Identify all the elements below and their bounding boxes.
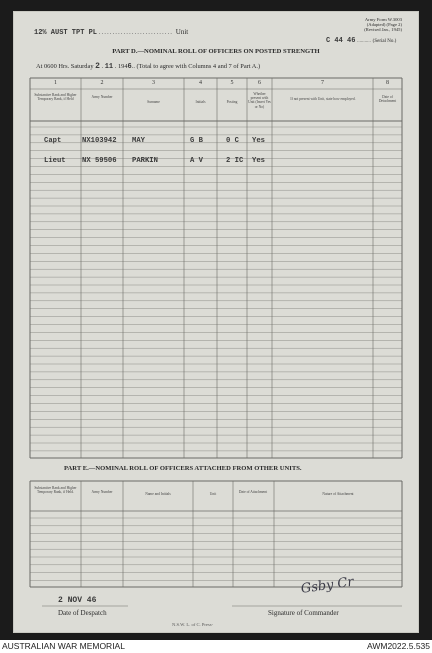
row-rank: Lieut bbox=[44, 157, 66, 165]
row-rank: Capt bbox=[44, 137, 62, 145]
footer-accession-number: AWM2022.5.535 bbox=[367, 641, 430, 651]
part-e-header-army-number: Army Number bbox=[91, 490, 113, 494]
part-e-header-unit: Unit bbox=[209, 492, 217, 496]
header-surname: Surname bbox=[147, 100, 160, 104]
row-posting: 2 IC bbox=[226, 157, 244, 165]
header-posting: Posting bbox=[226, 100, 238, 104]
total-note: (Total to agree with Columns 4 and 7 of Part A.) bbox=[136, 63, 261, 70]
row-present: Yes bbox=[252, 157, 265, 165]
serial-number: C 44 46 bbox=[326, 37, 356, 45]
date-day: 2 bbox=[95, 62, 100, 71]
header-detachment-date: Date of Detachment bbox=[378, 95, 397, 104]
form-line-3: (Revised Jan., 1945) bbox=[364, 27, 402, 33]
part-e-header-name: Name and Initials bbox=[145, 492, 171, 496]
column-number-6: 6 bbox=[258, 80, 261, 86]
column-number-3: 3 bbox=[152, 80, 155, 86]
despatch-date: 2 NOV 46 bbox=[58, 596, 97, 605]
serial-suffix-label: (Serial No.) bbox=[372, 39, 397, 44]
despatch-label: Date of Despatch bbox=[58, 609, 107, 617]
form-line-1: Army Form W.3003 bbox=[364, 17, 402, 22]
unit-suffix-label: Unit bbox=[175, 28, 189, 36]
row-army-number: NX 59506 bbox=[82, 157, 117, 165]
header-present: Whether present with Unit (Insert Yes or No) bbox=[248, 92, 271, 109]
column-number-5: 5 bbox=[230, 80, 234, 86]
row-army-number: NX103942 bbox=[82, 137, 117, 145]
time-prefix: At 0600 Hrs. Saturday bbox=[36, 63, 94, 70]
form-reference bbox=[340, 17, 402, 33]
serial-line: C 44 46 ........... (Serial No.) bbox=[326, 37, 397, 45]
posted-strength-date-line: At 0600 Hrs. Saturday 2 . 11 . 1946.. (Total to agree with Columns 4 and 7 of Part A.) bbox=[36, 62, 261, 71]
header-initials: Initials bbox=[195, 100, 206, 104]
part-e-title: PART E.—NOMINAL ROLL OF OFFICERS ATTACHED FROM OTHER UNITS. bbox=[64, 465, 302, 472]
form-line-2: (Adapted) (Page 2) bbox=[366, 22, 402, 28]
date-month: 11 bbox=[104, 63, 114, 71]
date-year-digit: 6 bbox=[127, 63, 132, 71]
unit-name: 12% AUST TPT PL bbox=[34, 29, 98, 37]
column-number-1: 1 bbox=[54, 80, 57, 86]
part-e-header-rank: Substantive Rank and Higher Temporary Rank, if Held. bbox=[34, 486, 77, 495]
column-number-4: 4 bbox=[199, 80, 202, 86]
row-surname: MAY bbox=[132, 137, 145, 145]
row-surname: PARKIN bbox=[132, 157, 158, 165]
date-year-prefix: 194 bbox=[117, 63, 128, 70]
column-number-2: 2 bbox=[100, 80, 104, 86]
signature-label: Signature of Commander bbox=[268, 609, 339, 617]
header-employment: If not present with Unit, state how employed. bbox=[290, 97, 356, 101]
header-army-number: Army Number bbox=[91, 95, 113, 99]
row-present: Yes bbox=[252, 137, 265, 145]
unit-line: 12% AUST TPT PL ........................... Unit bbox=[34, 28, 189, 37]
part-d-title: PART D.—NOMINAL ROLL OF OFFICERS ON POSTED STRENGTH bbox=[112, 48, 320, 55]
column-number-7: 7 bbox=[321, 80, 324, 86]
printer-imprint: N.S.W. L. of C. Press- bbox=[172, 622, 214, 627]
column-number-8: 8 bbox=[386, 80, 389, 86]
commander-signature: Gsby Cr bbox=[300, 574, 355, 597]
row-initials: G B bbox=[190, 137, 203, 145]
part-e-header-nature: Nature of Attachment bbox=[322, 492, 354, 496]
row-initials: A V bbox=[190, 157, 203, 165]
row-posting: 0 C bbox=[226, 137, 239, 145]
footer-institution: AUSTRALIAN WAR MEMORIAL bbox=[2, 641, 125, 651]
part-e-header-attachment-date: Date of Attachment bbox=[238, 490, 268, 494]
header-rank: Substantive Rank and Higher Temporary Rank, if Held bbox=[34, 93, 77, 102]
